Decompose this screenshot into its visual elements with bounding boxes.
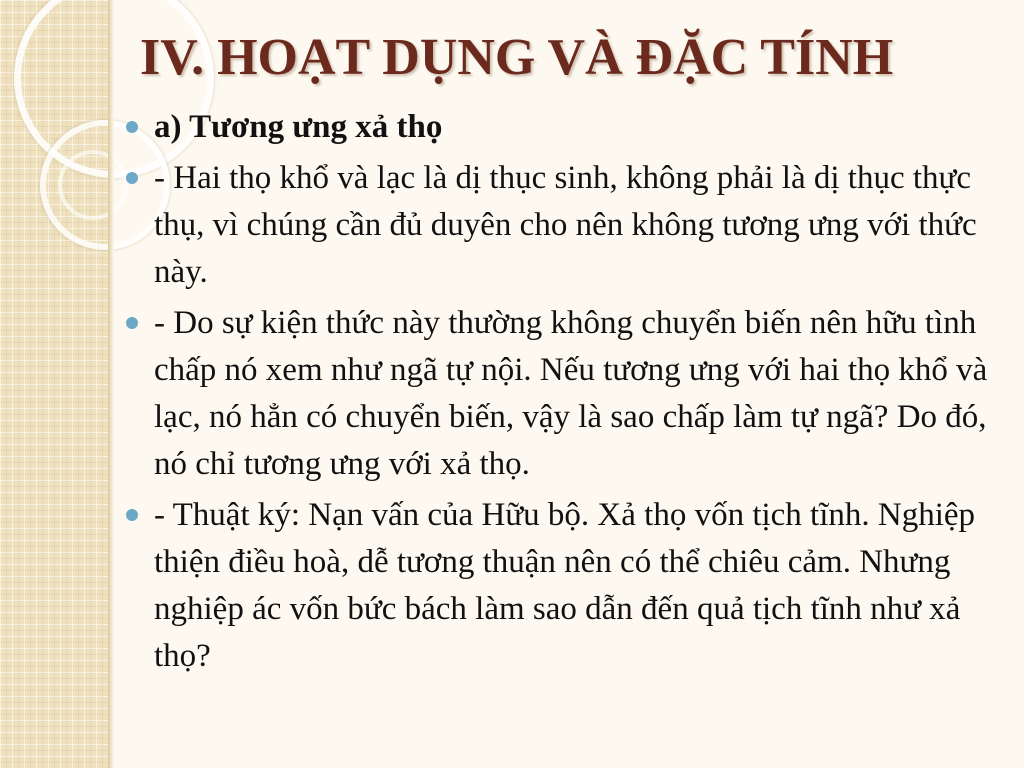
bullet-text: - Thuật ký: Nạn vấn của Hữu bộ. Xả thọ vốn tịch tĩnh. Nghiệp thiện điều hoà, dễ tương thuận nên có thể chiêu cảm. Nhưng nghiệp ác vốn bức bách làm sao dẫn đến quả tịch tĩnh như xả thọ?	[154, 497, 976, 674]
bullet-item	[122, 104, 1002, 151]
bullet-text: a) Tương ưng xả thọ	[154, 109, 443, 145]
sidebar-edge	[108, 0, 114, 768]
bullet-item	[122, 492, 1002, 680]
slide-title: IV. HOẠT DỤNG VÀ ĐẶC TÍNH	[140, 29, 894, 86]
bullet-dot-icon	[126, 121, 138, 133]
bullet-dot-icon	[126, 509, 138, 521]
decorative-ring	[58, 150, 128, 220]
bullet-text: - Do sự kiện thức này thường không chuyển biến nên hữu tình chấp nó xem như ngã tự nội. Nếu tương ưng với hai thọ khổ và lạc, nó hẳn có chuyển biến, vậy là sao chấp làm tự ngã? Do đó, nó chỉ tương ưng với xả thọ.	[154, 305, 988, 482]
bullet-list	[122, 104, 1002, 680]
bullet-text: - Hai thọ khổ và lạc là dị thục sinh, không phải là dị thục thực thụ, vì chúng cần đủ duyên cho nên không tương ưng với thức này.	[154, 160, 977, 290]
bullet-item	[122, 300, 1002, 488]
bullet-dot-icon	[126, 172, 138, 184]
decorative-sidebar	[0, 0, 112, 768]
bullet-dot-icon	[126, 317, 138, 329]
bullet-item	[122, 155, 1002, 296]
